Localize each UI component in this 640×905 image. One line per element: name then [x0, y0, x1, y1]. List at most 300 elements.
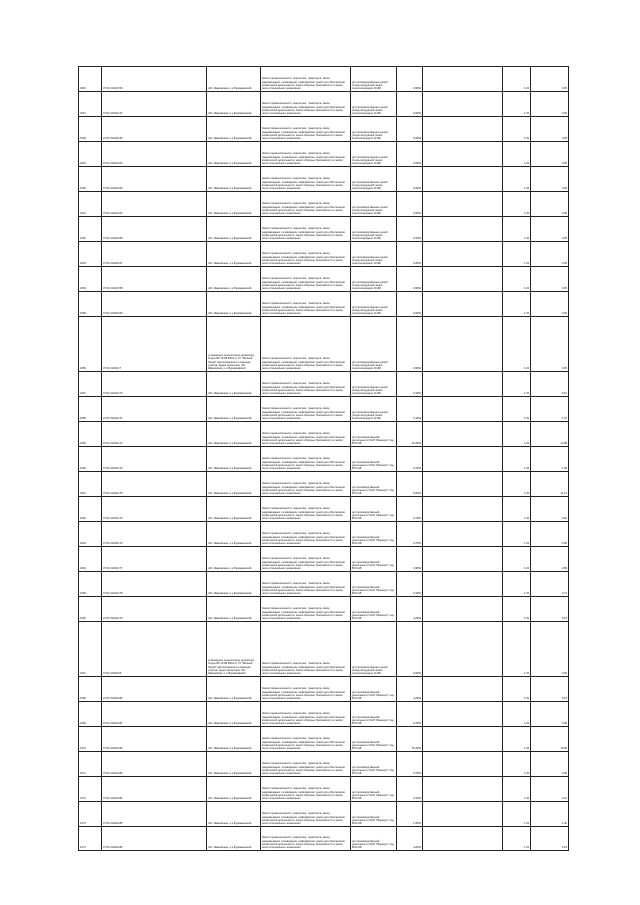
permitted-use-cell	[351, 397, 397, 421]
row-number-cell-text: 1052	[80, 237, 86, 241]
area-cell	[397, 167, 423, 191]
area-cell-text: 0,0054	[413, 212, 421, 216]
cadastral-number-cell	[102, 497, 207, 521]
empty-cell	[423, 267, 503, 291]
coefficient-cell-text: 1,33	[523, 287, 529, 291]
address-cell	[207, 802, 261, 826]
cadastral-number-cell	[102, 827, 207, 850]
value-cell-text: 0,05	[561, 262, 567, 266]
value-cell-text: 0,05	[561, 162, 567, 166]
value-cell-text: 5,19	[561, 846, 567, 850]
value-cell-text: 3,89	[561, 567, 567, 571]
value-cell	[531, 67, 569, 91]
value-cell-text: 4,16	[561, 797, 567, 801]
row-number-cell-text: 1060	[80, 467, 86, 471]
address-cell	[207, 777, 261, 801]
permitted-use-cell-text: для производственной деятельности ОАО "Ивэнерго" под ВЛ-6 кВ	[352, 485, 394, 496]
permitted-use-cell-text: для производственных целей (опоры воздушной линии электропередачи 10 кВ)	[352, 305, 388, 316]
land-category-cell	[261, 217, 351, 241]
land-category-cell-text: Земли промышленности, энергетики, транспорта, связи, радиовещания, телевидения, информатики, земли для обеспечения космической деятельности, земли обороны, безопасности и земли иного специального назначения	[262, 227, 345, 241]
cadastral-number-cell-text: 37:01:010443:79	[103, 617, 123, 621]
value-cell	[531, 242, 569, 266]
area-cell-text: 0,4454	[413, 592, 421, 596]
land-category-cell	[261, 547, 351, 571]
land-category-cell	[261, 267, 351, 291]
land-category-cell	[261, 827, 351, 850]
address-cell-text: обл. Ивановская, р-н Фурмановский	[208, 492, 252, 496]
cadastral-number-cell-text: 37:01:010443:50	[103, 87, 123, 91]
row-number-cell	[79, 422, 102, 446]
value-cell	[531, 217, 569, 241]
table-row	[79, 292, 569, 317]
empty-cell	[423, 292, 503, 316]
land-category-cell	[261, 472, 351, 496]
address-cell-text: обл. Ивановская, р-н Фурмановский	[208, 392, 252, 396]
empty-cell	[423, 217, 503, 241]
value-cell-text: 0,95	[561, 722, 567, 726]
cadastral-number-cell-text: 37:01:010443:49	[103, 137, 123, 141]
cadastral-number-cell	[102, 752, 207, 776]
value-cell-text: 1,09	[561, 467, 567, 471]
cadastral-number-cell-text: 37:01:010443:80	[103, 697, 123, 701]
value-cell	[531, 397, 569, 421]
coefficient-cell	[503, 572, 531, 596]
row-number-cell-text: 1063	[80, 542, 86, 546]
empty-cell	[423, 572, 503, 596]
empty-cell	[423, 472, 503, 496]
cadastral-number-cell	[102, 522, 207, 546]
address-cell-text: обл. Ивановская, р-н Фурмановский	[208, 112, 252, 116]
permitted-use-cell-text: для производственной деятельности ОАО "Ивэнерго" под ВЛ-6 кВ	[352, 435, 394, 446]
area-cell	[397, 802, 423, 826]
coefficient-cell	[503, 292, 531, 316]
area-cell-text: 0,0054	[413, 162, 421, 166]
coefficient-cell-text: 1,33	[523, 442, 529, 446]
row-number-cell	[79, 67, 102, 91]
cadastral-number-cell	[102, 727, 207, 751]
empty-cell	[423, 422, 503, 446]
address-cell-text: обл. Ивановская, р-н Фурмановский	[208, 212, 252, 216]
value-cell-text: 19,05	[560, 747, 567, 751]
land-category-cell	[261, 317, 351, 371]
land-category-cell	[261, 92, 351, 116]
permitted-use-cell	[351, 472, 397, 496]
table-row	[79, 472, 569, 497]
coefficient-cell	[503, 117, 531, 141]
table-row	[79, 447, 569, 472]
address-cell-text: обл. Ивановская, р-н Фурмановский	[208, 417, 252, 421]
cadastral-number-cell-text: 37:01:010443:58	[103, 287, 123, 291]
coefficient-cell	[503, 497, 531, 521]
land-category-cell-text: Земли промышленности, энергетики, транспорта, связи, радиовещания, телевидения, информатики, земли для обеспечения космической деятельности, земли обороны, безопасности и земли иного специального назначения	[262, 302, 345, 316]
row-number-cell	[79, 597, 102, 621]
value-cell	[531, 372, 569, 396]
land-category-cell	[261, 572, 351, 596]
area-cell-text: 9,2054	[413, 492, 421, 496]
address-cell	[207, 167, 261, 191]
land-category-cell	[261, 372, 351, 396]
value-cell	[531, 192, 569, 216]
area-cell-text: 1,0054	[413, 822, 421, 826]
table-row	[79, 117, 569, 142]
coefficient-cell-text: 1,33	[523, 262, 529, 266]
permitted-use-cell-text: для производственных целей (опоры воздушной линии электропередачи 10 кВ)	[352, 80, 388, 91]
land-registry-table	[78, 66, 569, 851]
coefficient-cell	[503, 827, 531, 850]
area-cell-text: 0,0054	[413, 237, 421, 241]
value-cell	[531, 422, 569, 446]
row-number-cell-text: 1055	[80, 312, 86, 316]
address-cell	[207, 827, 261, 850]
empty-cell	[423, 397, 503, 421]
empty-cell	[423, 622, 503, 676]
value-cell-text: 0,05	[561, 112, 567, 116]
permitted-use-cell-text: для производственных целей (опоры воздушной линии электропередачи 10 кВ)	[352, 280, 388, 291]
empty-cell	[423, 117, 503, 141]
empty-cell	[423, 547, 503, 571]
permitted-use-cell-text: для производственной деятельности ОАО "Ивэнерго" под ВЛ-6 кВ	[352, 585, 394, 596]
coefficient-cell	[503, 192, 531, 216]
table-row	[79, 242, 569, 267]
area-cell-text: 4,2054	[413, 846, 421, 850]
address-cell-text: обл. Ивановская, р-н Фурмановский	[208, 442, 252, 446]
cadastral-number-cell	[102, 472, 207, 496]
row-number-cell-text: 1072	[80, 797, 86, 801]
row-number-cell	[79, 802, 102, 826]
table-row	[79, 142, 569, 167]
cadastral-number-cell-text: 37:01:010443:71	[103, 417, 123, 421]
area-cell-text: 0,7654	[413, 722, 421, 726]
permitted-use-cell-text: для производственной деятельности ОАО "Ивэнерго" под ВЛ-6 кВ	[352, 560, 394, 571]
row-number-cell	[79, 447, 102, 471]
permitted-use-cell-text: для производственных целей (опоры воздушной линии электропередачи 10 кВ)	[352, 230, 388, 241]
area-cell	[397, 472, 423, 496]
value-cell-text: 0,05	[561, 212, 567, 216]
land-category-cell	[261, 777, 351, 801]
cadastral-number-cell	[102, 317, 207, 371]
permitted-use-cell	[351, 622, 397, 676]
row-number-cell-text: 1061	[80, 492, 86, 496]
coefficient-cell	[503, 777, 531, 801]
land-category-cell-text: Земли промышленности, энергетики, транспорта, связи, радиовещания, телевидения, информатики, земли для обеспечения космической деятельности, земли обороны, безопасности и земли иного специального назначения	[262, 662, 345, 676]
land-category-cell-text: Земли промышленности, энергетики, транспорта, связи, радиовещания, телевидения, информатики, земли для обеспечения космической деятельности, земли обороны, безопасности и земли иного специального назначения	[262, 127, 345, 141]
address-cell-text: обл. Ивановская, р-н Фурмановский	[208, 262, 252, 266]
cadastral-number-cell	[102, 597, 207, 621]
area-cell	[397, 547, 423, 571]
table-row	[79, 497, 569, 522]
area-cell	[397, 572, 423, 596]
land-category-cell-text: Земли промышленности, энергетики, транспорта, связи, радиовещания, телевидения, информатики, земли для обеспечения космической деятельности, земли обороны, безопасности и земли иного специального назначения	[262, 152, 345, 166]
row-number-cell	[79, 292, 102, 316]
cadastral-number-cell	[102, 677, 207, 701]
permitted-use-cell-text: для производственной деятельности ОАО "Ивэнерго" под ВЛ-6 кВ	[352, 740, 394, 751]
empty-cell	[423, 92, 503, 116]
permitted-use-cell-text: для производственной деятельности ОАО "Ивэнерго" под ВЛ-6 кВ	[352, 790, 394, 801]
cadastral-number-cell	[102, 92, 207, 116]
coefficient-cell-text: 1,33	[523, 797, 529, 801]
value-cell-text: 0,05	[561, 237, 567, 241]
address-cell	[207, 397, 261, 421]
cadastral-number-cell-text: 37:01:010443:78	[103, 592, 123, 596]
row-number-cell-text: 1049	[80, 162, 86, 166]
empty-cell	[423, 777, 503, 801]
value-cell-text: 5,19	[561, 697, 567, 701]
table-row	[79, 92, 569, 117]
cadastral-number-cell	[102, 447, 207, 471]
coefficient-cell	[503, 597, 531, 621]
row-number-cell	[79, 317, 102, 371]
address-cell	[207, 727, 261, 751]
value-cell	[531, 292, 569, 316]
address-cell-text: установлено относительно ориентира опоры ВЛ 10-кВ Ф#11 от ТС "Волный Лицей" расположенного в границах участка. Адрес ориентира: обл. Ивановская, р-н Фурмановский	[208, 659, 254, 676]
cadastral-number-cell-text: 37:01:010443:85	[103, 822, 123, 826]
permitted-use-cell	[351, 802, 397, 826]
address-cell-text: обл. Ивановская, р-н Фурмановский	[208, 747, 252, 751]
address-cell-text: обл. Ивановская, р-н Фурмановский	[208, 237, 252, 241]
coefficient-cell	[503, 242, 531, 266]
permitted-use-cell	[351, 522, 397, 546]
land-category-cell-text: Земли промышленности, энергетики, транспорта, связи, радиовещания, телевидения, информатики, земли для обеспечения космической деятельности, земли обороны, безопасности и земли иного специального назначения	[262, 252, 345, 266]
area-cell	[397, 752, 423, 776]
row-number-cell	[79, 727, 102, 751]
coefficient-cell-text: 1,33	[523, 747, 529, 751]
permitted-use-cell	[351, 422, 397, 446]
address-cell-text: обл. Ивановская, р-н Фурмановский	[208, 312, 252, 316]
coefficient-cell	[503, 372, 531, 396]
area-cell	[397, 117, 423, 141]
table-row	[79, 372, 569, 397]
value-cell	[531, 597, 569, 621]
area-cell-text: 0,0054	[413, 87, 421, 91]
land-category-cell	[261, 677, 351, 701]
address-cell	[207, 572, 261, 596]
address-cell	[207, 372, 261, 396]
row-number-cell	[79, 372, 102, 396]
coefficient-cell	[503, 217, 531, 241]
row-number-cell-text: 1073	[80, 822, 86, 826]
row-number-cell-text: 1054	[80, 287, 86, 291]
cadastral-number-cell	[102, 142, 207, 166]
permitted-use-cell-text: для производственной деятельности ОАО "Ивэнерго" под ВЛ-6 кВ	[352, 535, 394, 546]
row-number-cell	[79, 572, 102, 596]
coefficient-cell-text: 1,33	[523, 517, 529, 521]
row-number-cell-text: 1046	[80, 87, 86, 91]
cadastral-number-cell	[102, 572, 207, 596]
address-cell-text: обл. Ивановская, р-н Фурмановский	[208, 822, 252, 826]
address-cell	[207, 447, 261, 471]
permitted-use-cell	[351, 702, 397, 726]
coefficient-cell-text: 1,33	[523, 187, 529, 191]
table-row	[79, 167, 569, 192]
land-category-cell-text: Земли промышленности, энергетики, транспорта, связи, радиовещания, телевидения, информатики, земли для обеспечения космической деятельности, земли обороны, безопасности и земли иного специального назначения	[262, 432, 345, 446]
row-number-cell-text: 1057	[80, 392, 86, 396]
address-cell	[207, 497, 261, 521]
permitted-use-cell-text: для производственной деятельности ОАО "Ивэнерго" под ВЛ-6 кВ	[352, 715, 394, 726]
area-cell	[397, 777, 423, 801]
cadastral-number-cell-text: 37:01:010443:68	[103, 237, 123, 241]
address-cell	[207, 702, 261, 726]
land-category-cell	[261, 292, 351, 316]
empty-cell	[423, 192, 503, 216]
table-row	[79, 397, 569, 422]
permitted-use-cell	[351, 547, 397, 571]
coefficient-cell	[503, 317, 531, 371]
row-number-cell-text: 1066	[80, 617, 86, 621]
cadastral-number-cell-text: 37:01:010443:86	[103, 846, 123, 850]
value-cell-text: 4,71	[561, 592, 567, 596]
row-number-cell	[79, 472, 102, 496]
row-number-cell-text: 1068	[80, 697, 86, 701]
area-cell	[397, 67, 423, 91]
permitted-use-cell-text: для производственной деятельности ОАО "Ивэнерго" под ВЛ-6 кВ	[352, 765, 394, 776]
land-category-cell-text: Земли промышленности, энергетики, транспорта, связи, радиовещания, телевидения, информатики, земли для обеспечения космической деятельности, земли обороны, безопасности и земли иного специального назначения	[262, 102, 345, 116]
cadastral-number-cell-text: 37:01:010443:83	[103, 772, 123, 776]
value-cell	[531, 622, 569, 676]
row-number-cell	[79, 547, 102, 571]
area-cell-text: 10,2054	[411, 442, 421, 446]
address-cell	[207, 267, 261, 291]
coefficient-cell	[503, 547, 531, 571]
address-cell	[207, 292, 261, 316]
cadastral-number-cell-text: 37:01:010443:59	[103, 312, 123, 316]
coefficient-cell-text: 1,33	[523, 467, 529, 471]
coefficient-cell	[503, 67, 531, 91]
address-cell-text: обл. Ивановская, р-н Фурмановский	[208, 542, 252, 546]
area-cell-text: 0,0054	[413, 112, 421, 116]
empty-cell	[423, 522, 503, 546]
address-cell-text: установлено относительно ориентира опоры ВЛ 10-кВ Ф#11 от ТС "Волный Лицей" расположенного в границах участка. Адрес ориентира: обл. Ивановская, р-н Фурмановский	[208, 354, 254, 371]
permitted-use-cell	[351, 117, 397, 141]
table-row	[79, 217, 569, 242]
row-number-cell-text: 1067	[80, 672, 86, 676]
land-category-cell	[261, 192, 351, 216]
address-cell-text: обл. Ивановская, р-н Фурмановский	[208, 162, 252, 166]
coefficient-cell	[503, 472, 531, 496]
value-cell	[531, 142, 569, 166]
row-number-cell	[79, 677, 102, 701]
value-cell	[531, 802, 569, 826]
row-number-cell	[79, 117, 102, 141]
table-row	[79, 522, 569, 547]
address-cell-text: обл. Ивановская, р-н Фурмановский	[208, 797, 252, 801]
coefficient-cell	[503, 522, 531, 546]
address-cell	[207, 142, 261, 166]
cadastral-number-cell-text: 37:01:010443:74	[103, 542, 123, 546]
row-number-cell-text: 1065	[80, 592, 86, 596]
coefficient-cell-text: 1,33	[523, 492, 529, 496]
value-cell-text: 11,14	[560, 492, 567, 496]
address-cell-text: обл. Ивановская, р-н Фурмановский	[208, 617, 252, 621]
cadastral-number-cell-text: 37:01:010443:82	[103, 747, 123, 751]
table-row	[79, 777, 569, 802]
area-cell	[397, 92, 423, 116]
area-cell	[397, 597, 423, 621]
value-cell	[531, 317, 569, 371]
permitted-use-cell-text: для производственных целей (опоры воздушной линии электропередачи 10 кВ)	[352, 410, 388, 421]
land-category-cell-text: Земли промышленности, энергетики, транспорта, связи, радиовещания, телевидения, информатики, земли для обеспечения космической деятельности, земли обороны, безопасности и земли иного специального назначения	[262, 177, 345, 191]
area-cell-text: 3,3054	[413, 567, 421, 571]
value-cell-text: 0,05	[561, 367, 567, 371]
table-row	[79, 547, 569, 572]
coefficient-cell-text: 1,33	[523, 822, 529, 826]
land-category-cell-text: Земли промышленности, энергетики, транспорта, связи, радиовещания, телевидения, информатики, земли для обеспечения космической деятельности, земли обороны, безопасности и земли иного специального назначения	[262, 557, 345, 571]
permitted-use-cell-text: для производственных целей (опоры воздушной линии электропередачи 10 кВ)	[352, 155, 388, 166]
empty-cell	[423, 372, 503, 396]
permitted-use-cell	[351, 372, 397, 396]
land-category-cell-text: Земли промышленности, энергетики, транспорта, связи, радиовещания, телевидения, информатики, земли для обеспечения космической деятельности, земли обороны, безопасности и земли иного специального назначения	[262, 457, 345, 471]
cadastral-number-cell-text: 37:01:010443:70	[103, 392, 123, 396]
permitted-use-cell-text: для производственной деятельности ОАО "Ивэнерго" под ВЛ-6 кВ	[352, 460, 394, 471]
empty-cell	[423, 317, 503, 371]
address-cell	[207, 317, 261, 371]
permitted-use-cell	[351, 92, 397, 116]
row-number-cell-text: 1069	[80, 722, 86, 726]
value-cell-text: 5,19	[561, 617, 567, 621]
coefficient-cell-text: 1,33	[523, 617, 529, 621]
row-number-cell	[79, 92, 102, 116]
area-cell-text: 1,1654	[413, 417, 421, 421]
land-category-cell	[261, 802, 351, 826]
table-row	[79, 752, 569, 777]
coefficient-cell	[503, 752, 531, 776]
permitted-use-cell	[351, 267, 397, 291]
value-cell	[531, 572, 569, 596]
cadastral-number-cell-text: 37:01:010443:62	[103, 212, 123, 216]
row-number-cell-text: 1051	[80, 212, 86, 216]
cadastral-number-cell	[102, 397, 207, 421]
area-cell	[397, 422, 423, 446]
address-cell	[207, 92, 261, 116]
address-cell-text: обл. Ивановская, р-н Фурмановский	[208, 592, 252, 596]
cadastral-number-cell-text: 37:01:010443:7	[103, 367, 122, 371]
value-cell-text: 0,05	[561, 87, 567, 91]
area-cell	[397, 192, 423, 216]
address-cell-text: обл. Ивановская, р-н Фурмановский	[208, 772, 252, 776]
empty-cell	[423, 167, 503, 191]
coefficient-cell-text: 1,33	[523, 417, 529, 421]
cadastral-number-cell	[102, 117, 207, 141]
address-cell-text: обл. Ивановская, р-н Фурмановский	[208, 846, 252, 850]
value-cell	[531, 92, 569, 116]
cadastral-number-cell-text: 37:01:010443:77	[103, 567, 123, 571]
permitted-use-cell	[351, 67, 397, 91]
land-category-cell-text: Земли промышленности, энергетики, транспорта, связи, радиовещания, телевидения, информатики, земли для обеспечения космической деятельности, земли обороны, безопасности и земли иного специального назначения	[262, 532, 345, 546]
permitted-use-cell	[351, 142, 397, 166]
area-cell	[397, 372, 423, 396]
value-cell	[531, 827, 569, 850]
address-cell	[207, 192, 261, 216]
cadastral-number-cell-text: 37:01:010443:84	[103, 797, 123, 801]
cadastral-number-cell	[102, 802, 207, 826]
permitted-use-cell-text: для производственных целей (опоры воздушной линии электропередачи 10 кВ)	[352, 255, 388, 266]
permitted-use-cell	[351, 292, 397, 316]
land-category-cell	[261, 242, 351, 266]
coefficient-cell-text: 1,33	[523, 367, 529, 371]
value-cell-text: 0,92	[561, 517, 567, 521]
row-number-cell-text: 1050	[80, 187, 86, 191]
empty-cell	[423, 802, 503, 826]
land-category-cell-text: Земли промышленности, энергетики, транспорта, связи, радиовещания, телевидения, информатики, земли для обеспечения космической деятельности, земли обороны, безопасности и земли иного специального назначения	[262, 277, 345, 291]
address-cell	[207, 117, 261, 141]
value-cell	[531, 267, 569, 291]
cadastral-number-cell-text: 37:01:010443:73	[103, 442, 123, 446]
coefficient-cell-text: 1,33	[523, 237, 529, 241]
land-category-cell	[261, 752, 351, 776]
permitted-use-cell-text: для производственных целей (опоры воздушной линии электропередачи 10 кВ)	[352, 130, 388, 141]
value-cell	[531, 547, 569, 571]
permitted-use-cell-text: для производственных целей (опоры воздушной линии электропередачи 10 кВ)	[352, 665, 388, 676]
row-number-cell-text: 1056	[80, 367, 86, 371]
